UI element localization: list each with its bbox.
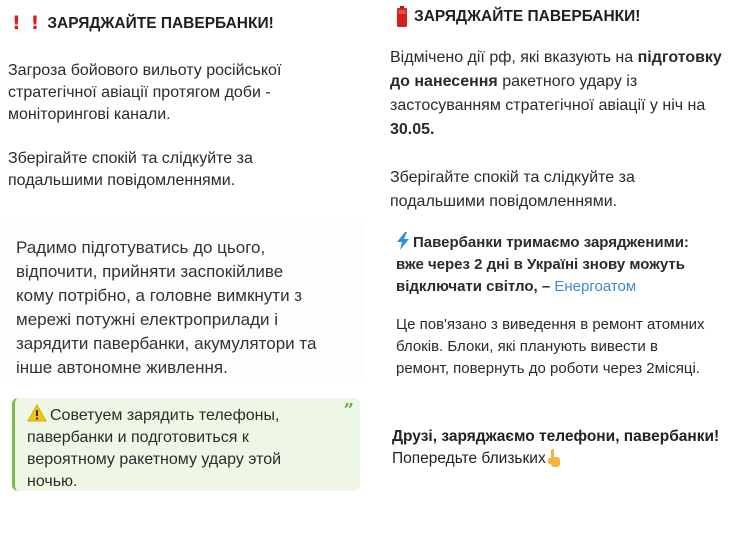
right-top-body [390,46,742,214]
lightning-icon [396,232,410,250]
text-line: відпочити, прийняти заспокійливе [16,262,284,281]
text-span-bold: відключати світло, – [396,278,555,295]
text-line: Радимо підготуватись до цього, [16,238,266,257]
text-line [390,46,742,70]
text-line: вероятному ракетному удару этой [27,451,282,468]
text-line [27,404,281,427]
left-middle-body [16,236,316,380]
text-line: моніторингові канали. [8,106,171,123]
text-span: ракетного удару із [497,73,638,90]
text-line: ночью. [27,473,78,490]
text-line: 30.05. [390,121,435,138]
warning-icon [27,404,47,422]
text-line: подальшими повідомленнями. [390,193,618,210]
text-span-bold: Павербанки тримаємо зарядженими: [413,234,689,251]
text-line: стратегічної авіації протягом доби - [8,84,271,101]
text-line: Загроза бойового вильоту російської [8,62,282,79]
text-line: зарядити павербанки, акумулятори та [16,334,317,353]
right-top-title: ЗАРЯДЖАЙТЕ ПАВЕРБАНКИ! [414,8,641,25]
text-line: Це пов'язано з виведення в ремонт атомних [396,316,705,333]
right-middle-body [396,232,736,380]
quote-icon: ” [343,400,354,421]
text-line: застосуванням стратегічної авіації у ніч на [390,97,706,114]
text-line: ремонт, повернуть до роботи через 2місяці. [396,360,700,377]
text-line: кому потрібно, а головне вимкнути з [16,286,303,305]
text-line: вже через 2 дні в Україні знову можуть [396,256,685,273]
right-bottom-body [392,426,719,470]
left-top-title: ЗАРЯДЖАЙТЕ ПАВЕРБАНКИ! [47,14,274,32]
left-top-post [8,8,368,208]
right-top-heading [396,6,640,28]
energoatom-link[interactable]: Енергоатом [554,278,637,295]
exclamation-icon: ! [12,12,21,34]
text-line [396,276,736,298]
right-bottom-post [382,414,742,484]
quote-line-1: Советуем зарядить телефоны, [50,407,280,424]
text-span-bold: до нанесення [390,73,498,90]
left-top-heading [12,14,274,33]
text-line: мережі потужні електроприлади і [16,310,278,329]
text-line: павербанки и подготовиться к [27,429,249,446]
text-line: подальшими повідомленнями. [8,172,236,189]
left-quote-body [27,404,281,493]
right-middle-post [382,222,742,382]
text-span: Попередьте близьких [392,450,546,467]
right-top-post [382,0,742,208]
left-quote-block [12,398,360,491]
left-top-body [8,60,368,192]
pointing-hand-icon [546,448,562,468]
text-span-bold: підготовку [637,49,722,66]
text-line [396,232,736,254]
text-line: Зберігайте спокій та слідкуйте за [390,169,635,186]
text-line [392,448,719,470]
text-line [390,70,742,94]
left-middle-post [0,222,365,382]
text-line: інше автономне живлення. [16,358,228,377]
text-line: Зберігайте спокій та слідкуйте за [8,150,253,167]
text-line: Друзі, заряджаємо телефони, павербанки! [392,428,720,445]
text-line: блоків. Блоки, які планують вивести в [396,338,658,355]
battery-icon [396,6,408,28]
exclamation-icon: ! [30,12,40,34]
text-span: Відмічено дії рф, які вказують на [390,49,638,66]
